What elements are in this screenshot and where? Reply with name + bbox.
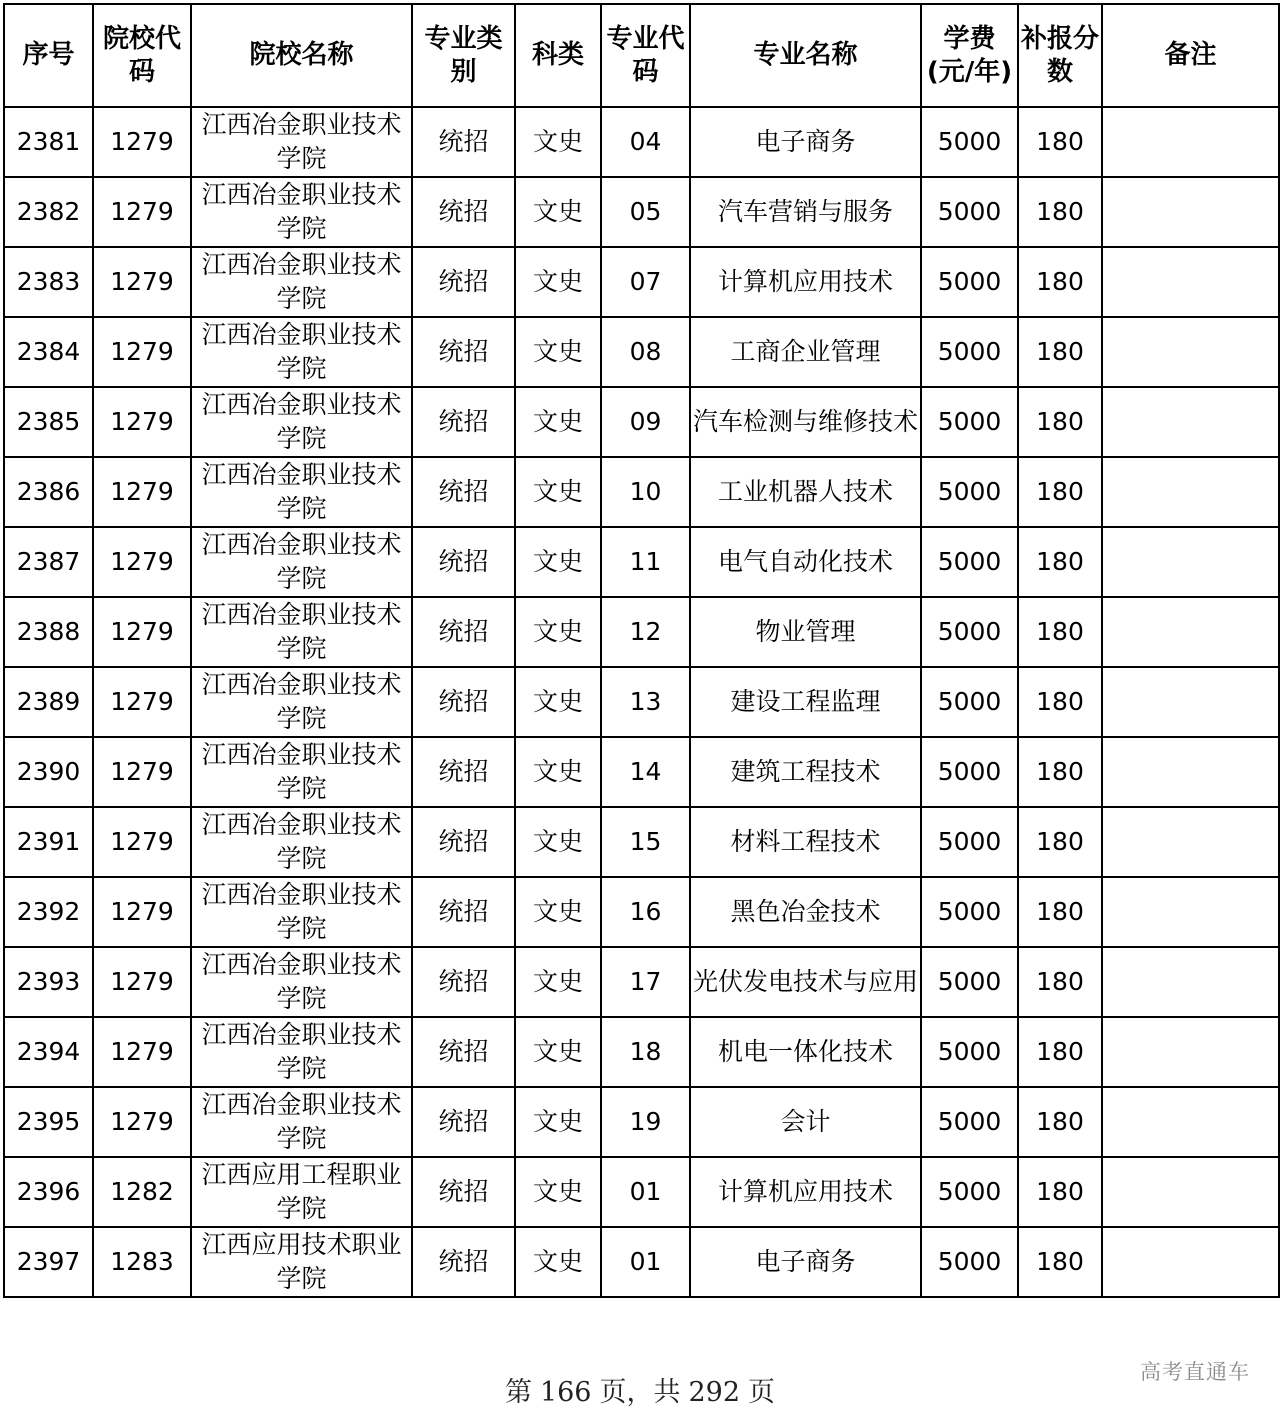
cell-school-code: 1282 <box>93 1157 191 1227</box>
cell-major-code: 18 <box>601 1017 690 1087</box>
cell-score: 180 <box>1018 947 1102 1017</box>
cell-seq: 2385 <box>4 387 93 457</box>
cell-school-code: 1279 <box>93 807 191 877</box>
cell-remark <box>1102 1017 1279 1087</box>
table-row <box>4 247 1279 317</box>
cell-major-code: 01 <box>601 1227 690 1297</box>
table-row <box>4 597 1279 667</box>
cell-remark <box>1102 947 1279 1017</box>
cell-school-name: 江西冶金职业技术学院 <box>191 387 412 457</box>
cell-school-name: 江西冶金职业技术学院 <box>191 597 412 667</box>
cell-major-type: 统招 <box>412 947 515 1017</box>
cell-tuition: 5000 <box>921 527 1018 597</box>
cell-school-name: 江西冶金职业技术学院 <box>191 177 412 247</box>
cell-major-name: 计算机应用技术 <box>690 1157 921 1227</box>
cell-score: 180 <box>1018 1017 1102 1087</box>
cell-remark <box>1102 457 1279 527</box>
cell-tuition: 5000 <box>921 1087 1018 1157</box>
cell-subject: 文史 <box>515 457 601 527</box>
table-row <box>4 1157 1279 1227</box>
cell-major-name: 工商企业管理 <box>690 317 921 387</box>
cell-school-code: 1279 <box>93 527 191 597</box>
cell-subject: 文史 <box>515 667 601 737</box>
cell-score: 180 <box>1018 107 1102 177</box>
cell-seq: 2382 <box>4 177 93 247</box>
cell-score: 180 <box>1018 877 1102 947</box>
table-body <box>4 107 1279 1297</box>
cell-seq: 2397 <box>4 1227 93 1297</box>
cell-subject: 文史 <box>515 737 601 807</box>
cell-major-code: 16 <box>601 877 690 947</box>
cell-major-name: 工业机器人技术 <box>690 457 921 527</box>
cell-major-code: 01 <box>601 1157 690 1227</box>
cell-school-name: 江西冶金职业技术学院 <box>191 107 412 177</box>
table-row <box>4 1017 1279 1087</box>
cell-major-name: 建筑工程技术 <box>690 737 921 807</box>
cell-seq: 2389 <box>4 667 93 737</box>
cell-school-name: 江西冶金职业技术学院 <box>191 1087 412 1157</box>
page-prefix: 第 <box>504 1377 532 1408</box>
cell-tuition: 5000 <box>921 947 1018 1017</box>
cell-major-code: 11 <box>601 527 690 597</box>
cell-major-type: 统招 <box>412 877 515 947</box>
cell-major-name: 计算机应用技术 <box>690 247 921 317</box>
header-tuition: 学费(元/年) <box>921 4 1018 107</box>
cell-major-type: 统招 <box>412 107 515 177</box>
current-page: 166 <box>539 1377 592 1408</box>
cell-remark <box>1102 387 1279 457</box>
cell-tuition: 5000 <box>921 317 1018 387</box>
cell-seq: 2381 <box>4 107 93 177</box>
cell-score: 180 <box>1018 667 1102 737</box>
cell-school-code: 1279 <box>93 317 191 387</box>
cell-subject: 文史 <box>515 877 601 947</box>
cell-score: 180 <box>1018 387 1102 457</box>
cell-remark <box>1102 527 1279 597</box>
cell-school-code: 1279 <box>93 597 191 667</box>
cell-major-code: 10 <box>601 457 690 527</box>
cell-school-name: 江西应用工程职业学院 <box>191 1157 412 1227</box>
cell-remark <box>1102 877 1279 947</box>
cell-major-type: 统招 <box>412 177 515 247</box>
cell-score: 180 <box>1018 737 1102 807</box>
table-row <box>4 807 1279 877</box>
cell-school-name: 江西冶金职业技术学院 <box>191 247 412 317</box>
cell-subject: 文史 <box>515 527 601 597</box>
cell-major-code: 15 <box>601 807 690 877</box>
cell-subject: 文史 <box>515 1227 601 1297</box>
cell-seq: 2392 <box>4 877 93 947</box>
cell-score: 180 <box>1018 597 1102 667</box>
cell-major-name: 物业管理 <box>690 597 921 667</box>
cell-seq: 2393 <box>4 947 93 1017</box>
cell-tuition: 5000 <box>921 807 1018 877</box>
table-row <box>4 457 1279 527</box>
header-score: 补报分数 <box>1018 4 1102 107</box>
cell-seq: 2388 <box>4 597 93 667</box>
cell-seq: 2387 <box>4 527 93 597</box>
header-subject: 科类 <box>515 4 601 107</box>
cell-major-name: 建设工程监理 <box>690 667 921 737</box>
cell-school-code: 1279 <box>93 737 191 807</box>
cell-seq: 2395 <box>4 1087 93 1157</box>
cell-remark <box>1102 667 1279 737</box>
cell-school-code: 1283 <box>93 1227 191 1297</box>
cell-major-type: 统招 <box>412 737 515 807</box>
cell-seq: 2394 <box>4 1017 93 1087</box>
cell-major-code: 14 <box>601 737 690 807</box>
cell-subject: 文史 <box>515 597 601 667</box>
cell-major-code: 05 <box>601 177 690 247</box>
cell-remark <box>1102 247 1279 317</box>
cell-major-code: 04 <box>601 107 690 177</box>
cell-school-code: 1279 <box>93 247 191 317</box>
cell-tuition: 5000 <box>921 877 1018 947</box>
cell-subject: 文史 <box>515 387 601 457</box>
admission-table <box>3 3 1280 1298</box>
cell-major-code: 07 <box>601 247 690 317</box>
cell-seq: 2391 <box>4 807 93 877</box>
cell-major-code: 17 <box>601 947 690 1017</box>
page-number <box>0 1370 1280 1409</box>
table-row <box>4 177 1279 247</box>
cell-school-name: 江西冶金职业技术学院 <box>191 457 412 527</box>
header-school-code: 院校代码 <box>93 4 191 107</box>
cell-remark <box>1102 107 1279 177</box>
cell-school-name: 江西冶金职业技术学院 <box>191 317 412 387</box>
cell-tuition: 5000 <box>921 177 1018 247</box>
watermark: 高考直通车 <box>1140 1360 1250 1384</box>
cell-major-type: 统招 <box>412 247 515 317</box>
table-row <box>4 877 1279 947</box>
cell-tuition: 5000 <box>921 107 1018 177</box>
cell-remark <box>1102 317 1279 387</box>
cell-remark <box>1102 737 1279 807</box>
cell-subject: 文史 <box>515 107 601 177</box>
cell-tuition: 5000 <box>921 247 1018 317</box>
cell-school-name: 江西冶金职业技术学院 <box>191 1017 412 1087</box>
cell-tuition: 5000 <box>921 1017 1018 1087</box>
cell-remark <box>1102 807 1279 877</box>
cell-seq: 2386 <box>4 457 93 527</box>
cell-major-type: 统招 <box>412 1157 515 1227</box>
cell-school-code: 1279 <box>93 177 191 247</box>
table-row <box>4 667 1279 737</box>
cell-school-code: 1279 <box>93 667 191 737</box>
page-mid: 页，共 <box>599 1377 681 1408</box>
cell-seq: 2383 <box>4 247 93 317</box>
cell-tuition: 5000 <box>921 737 1018 807</box>
cell-school-code: 1279 <box>93 947 191 1017</box>
cell-school-code: 1279 <box>93 877 191 947</box>
cell-school-name: 江西应用技术职业学院 <box>191 1227 412 1297</box>
cell-major-name: 黑色冶金技术 <box>690 877 921 947</box>
cell-score: 180 <box>1018 527 1102 597</box>
cell-major-type: 统招 <box>412 527 515 597</box>
cell-school-code: 1279 <box>93 1087 191 1157</box>
header-remark: 备注 <box>1102 4 1279 107</box>
cell-major-name: 机电一体化技术 <box>690 1017 921 1087</box>
header-seq: 序号 <box>4 4 93 107</box>
cell-subject: 文史 <box>515 177 601 247</box>
cell-subject: 文史 <box>515 1157 601 1227</box>
cell-seq: 2396 <box>4 1157 93 1227</box>
cell-tuition: 5000 <box>921 1157 1018 1227</box>
cell-remark <box>1102 1087 1279 1157</box>
cell-major-type: 统招 <box>412 667 515 737</box>
cell-subject: 文史 <box>515 947 601 1017</box>
cell-seq: 2384 <box>4 317 93 387</box>
cell-major-name: 会计 <box>690 1087 921 1157</box>
cell-remark <box>1102 1157 1279 1227</box>
cell-score: 180 <box>1018 1157 1102 1227</box>
cell-tuition: 5000 <box>921 667 1018 737</box>
cell-major-type: 统招 <box>412 807 515 877</box>
header-row <box>4 4 1279 107</box>
cell-major-name: 汽车营销与服务 <box>690 177 921 247</box>
cell-major-code: 13 <box>601 667 690 737</box>
cell-score: 180 <box>1018 807 1102 877</box>
cell-remark <box>1102 177 1279 247</box>
cell-school-name: 江西冶金职业技术学院 <box>191 667 412 737</box>
cell-major-type: 统招 <box>412 597 515 667</box>
table-row <box>4 317 1279 387</box>
cell-school-name: 江西冶金职业技术学院 <box>191 527 412 597</box>
cell-major-code: 19 <box>601 1087 690 1157</box>
cell-school-name: 江西冶金职业技术学院 <box>191 807 412 877</box>
cell-score: 180 <box>1018 1087 1102 1157</box>
cell-remark <box>1102 1227 1279 1297</box>
cell-major-type: 统招 <box>412 1017 515 1087</box>
cell-major-name: 光伏发电技术与应用 <box>690 947 921 1017</box>
cell-subject: 文史 <box>515 807 601 877</box>
cell-school-name: 江西冶金职业技术学院 <box>191 947 412 1017</box>
table-row <box>4 1087 1279 1157</box>
cell-major-name: 电子商务 <box>690 107 921 177</box>
cell-tuition: 5000 <box>921 457 1018 527</box>
cell-school-code: 1279 <box>93 387 191 457</box>
cell-subject: 文史 <box>515 1017 601 1087</box>
cell-school-code: 1279 <box>93 107 191 177</box>
cell-subject: 文史 <box>515 317 601 387</box>
header-major-code: 专业代码 <box>601 4 690 107</box>
cell-major-code: 08 <box>601 317 690 387</box>
cell-major-name: 材料工程技术 <box>690 807 921 877</box>
table-row <box>4 737 1279 807</box>
cell-subject: 文史 <box>515 1087 601 1157</box>
cell-seq: 2390 <box>4 737 93 807</box>
cell-score: 180 <box>1018 177 1102 247</box>
cell-tuition: 5000 <box>921 597 1018 667</box>
cell-subject: 文史 <box>515 247 601 317</box>
cell-school-name: 江西冶金职业技术学院 <box>191 737 412 807</box>
cell-remark <box>1102 597 1279 667</box>
table-header <box>4 4 1279 107</box>
cell-major-type: 统招 <box>412 387 515 457</box>
cell-school-code: 1279 <box>93 1017 191 1087</box>
cell-score: 180 <box>1018 457 1102 527</box>
cell-tuition: 5000 <box>921 387 1018 457</box>
header-major-name: 专业名称 <box>690 4 921 107</box>
cell-major-type: 统招 <box>412 1227 515 1297</box>
table-row <box>4 107 1279 177</box>
cell-major-type: 统招 <box>412 457 515 527</box>
table-row <box>4 947 1279 1017</box>
cell-major-name: 汽车检测与维修技术 <box>690 387 921 457</box>
cell-major-name: 电子商务 <box>690 1227 921 1297</box>
cell-major-name: 电气自动化技术 <box>690 527 921 597</box>
cell-school-name: 江西冶金职业技术学院 <box>191 877 412 947</box>
cell-tuition: 5000 <box>921 1227 1018 1297</box>
cell-major-code: 12 <box>601 597 690 667</box>
table-row <box>4 1227 1279 1297</box>
cell-score: 180 <box>1018 247 1102 317</box>
cell-score: 180 <box>1018 317 1102 387</box>
cell-major-type: 统招 <box>412 317 515 387</box>
total-pages: 292 <box>688 1377 741 1408</box>
table-row <box>4 387 1279 457</box>
page-suffix: 页 <box>748 1377 776 1408</box>
header-school-name: 院校名称 <box>191 4 412 107</box>
cell-school-code: 1279 <box>93 457 191 527</box>
table-row <box>4 527 1279 597</box>
cell-major-type: 统招 <box>412 1087 515 1157</box>
cell-score: 180 <box>1018 1227 1102 1297</box>
cell-major-code: 09 <box>601 387 690 457</box>
header-major-type: 专业类别 <box>412 4 515 107</box>
